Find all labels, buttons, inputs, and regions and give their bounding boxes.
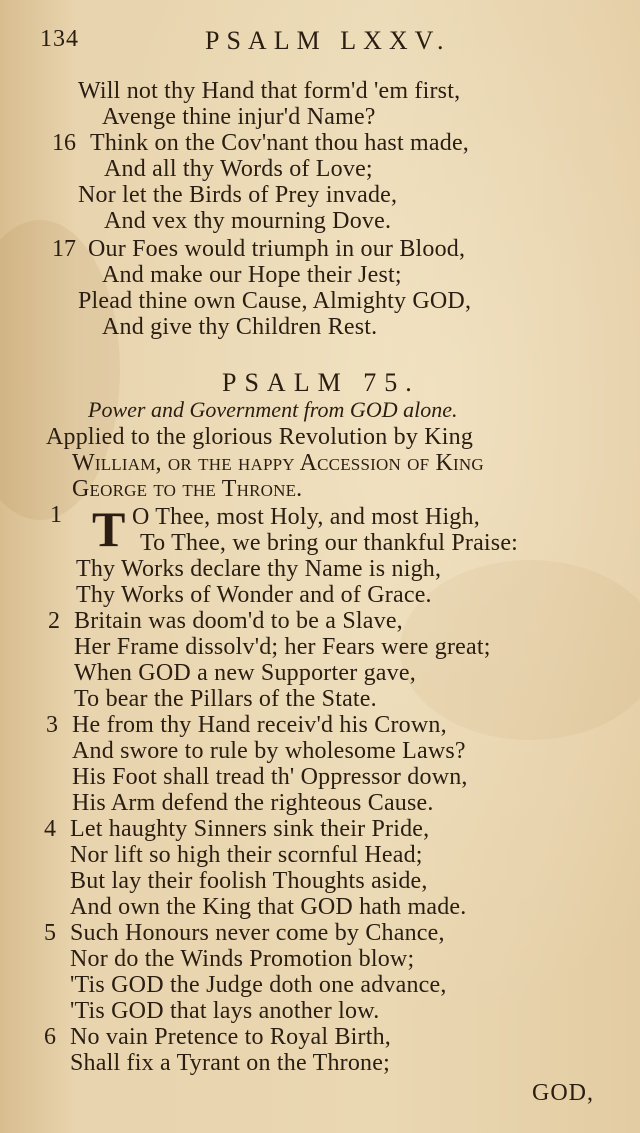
verse-line: Her Frame dissolv'd; her Fears were great; bbox=[74, 634, 491, 660]
intro-line: George to the Throne. bbox=[72, 476, 303, 502]
verse-line: To bear the Pillars of the State. bbox=[74, 686, 377, 712]
verse-line: Avenge thine injur'd Name? bbox=[102, 104, 376, 130]
verse-number: 5 bbox=[44, 920, 56, 946]
verse-number: 17 bbox=[52, 236, 76, 262]
verse-line: Plead thine own Cause, Almighty GOD, bbox=[78, 288, 472, 314]
drop-cap: T bbox=[92, 501, 126, 557]
verse-number: 2 bbox=[48, 608, 60, 634]
running-title: PSALM LXXV. bbox=[205, 26, 451, 55]
intro-line: William, or the happy Accession of King bbox=[72, 450, 484, 476]
verse-line: And all thy Words of Love; bbox=[104, 156, 373, 182]
verse-line: Nor do the Winds Promotion blow; bbox=[70, 946, 415, 972]
psalm-subtitle: Power and Government from GOD alone. bbox=[88, 397, 458, 422]
verse-line: And own the King that GOD hath made. bbox=[70, 894, 467, 920]
verse-number: 6 bbox=[44, 1024, 56, 1050]
psalm-heading: PSALM 75. bbox=[222, 368, 420, 397]
verse-line: Nor let the Birds of Prey invade, bbox=[78, 182, 398, 208]
catchword: GOD, bbox=[532, 1080, 594, 1106]
verse-line: Britain was doom'd to be a Slave, bbox=[74, 608, 403, 634]
verse-line: Our Foes would triumph in our Blood, bbox=[88, 236, 466, 262]
verse-line: Thy Works of Wonder and of Grace. bbox=[76, 582, 432, 608]
verse-line: He from thy Hand receiv'd his Crown, bbox=[72, 712, 447, 738]
verse-line: 'Tis GOD the Judge doth one advance, bbox=[70, 972, 447, 998]
verse-line: O Thee, most Holy, and most High, bbox=[132, 504, 480, 530]
verse-line: Thy Works declare thy Name is nigh, bbox=[76, 556, 442, 582]
intro-line: Applied to the glorious Revolution by King bbox=[46, 424, 474, 450]
verse-line: No vain Pretence to Royal Birth, bbox=[70, 1024, 392, 1050]
verse-line: His Arm defend the righteous Cause. bbox=[72, 790, 434, 816]
verse-line: To Thee, we bring our thankful Praise: bbox=[140, 530, 519, 556]
verse-line: And swore to rule by wholesome Laws? bbox=[72, 738, 466, 764]
verse-line: Such Honours never come by Chance, bbox=[70, 920, 445, 946]
verse-line: His Foot shall tread th' Oppressor down, bbox=[72, 764, 468, 790]
verse-number: 1 bbox=[50, 502, 62, 528]
verse-number: 3 bbox=[46, 712, 58, 738]
verse-line: And vex thy mourning Dove. bbox=[104, 208, 392, 234]
page-number: 134 bbox=[40, 26, 79, 52]
verse-line: Let haughty Sinners sink their Pride, bbox=[70, 816, 430, 842]
verse-line: Will not thy Hand that form'd 'em first, bbox=[78, 78, 461, 104]
verse-line: And give thy Children Rest. bbox=[102, 314, 378, 340]
verse-line: Nor lift so high their scornful Head; bbox=[70, 842, 423, 868]
verse-line: 'Tis GOD that lays another low. bbox=[70, 998, 380, 1024]
verse-line: Think on the Cov'nant thou hast made, bbox=[90, 130, 470, 156]
verse-line: And make our Hope their Jest; bbox=[102, 262, 402, 288]
verse-line: When GOD a new Supporter gave, bbox=[74, 660, 416, 686]
verse-number: 16 bbox=[52, 130, 76, 156]
verse-line: Shall fix a Tyrant on the Throne; bbox=[70, 1050, 390, 1076]
verse-number: 4 bbox=[44, 816, 56, 842]
verse-line: But lay their foolish Thoughts aside, bbox=[70, 868, 428, 894]
